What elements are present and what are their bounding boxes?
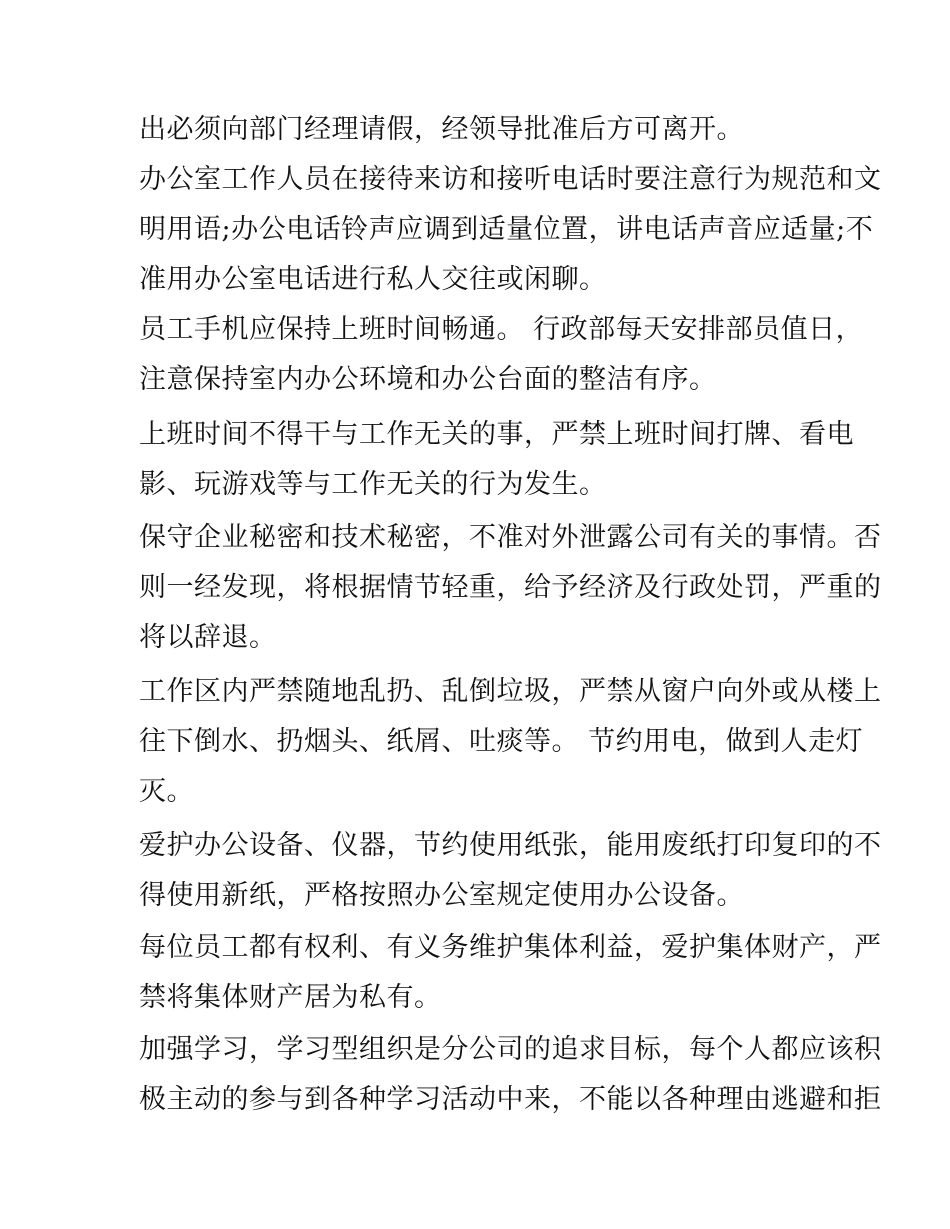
text-line: 爱护办公设备、仪器，节约使用纸张，能用废纸打印复印的不 [139,830,882,861]
text-line: 注意保持室内办公环境和办公台面的整洁有序。 [139,364,717,395]
text-line: 则一经发现，将根据情节轻重，给予经济及行政处罚，严重的 [139,572,882,603]
text-line: 员工手机应保持上班时间畅通。 行政部每天安排部员值日， [139,314,864,345]
text-line: 灭。 [139,776,194,807]
text-line: 工作区内严禁随地乱扔、乱倒垃圾，严禁从窗户向外或从楼上 [139,676,882,707]
text-line: 影、玩游戏等与工作无关的行为发生。 [139,469,607,500]
text-line: 加强学习，学习型组织是分公司的追求目标，每个人都应该积 [139,1034,882,1065]
text-line: 往下倒水、扔烟头、纸屑、吐痰等。 节约用电，做到人走灯 [139,726,864,757]
text-line: 出必须向部门经理请假，经领导批准后方可离开。 [139,114,744,145]
text-line: 上班时间不得干与工作无关的事，严禁上班时间打牌、看电 [139,419,854,450]
text-line: 极主动的参与到各种学习活动中来，不能以各种理由逃避和拒 [139,1084,882,1115]
text-line: 将以辞退。 [139,622,277,653]
text-line: 准用办公室电话进行私人交往或闲聊。 [139,264,607,295]
text-line: 办公室工作人员在接待来访和接听电话时要注意行为规范和文 [139,164,882,195]
text-line: 明用语;办公电话铃声应调到适量位置，讲电话声音应适量;不 [139,214,874,245]
text-line: 保守企业秘密和技术秘密，不准对外泄露公司有关的事情。否 [139,522,882,553]
text-line: 得使用新纸，严格按照办公室规定使用办公设备。 [139,880,744,911]
text-line: 每位员工都有权利、有义务维护集体利益，爱护集体财产，严 [139,932,882,963]
text-line: 禁将集体财产居为私有。 [139,982,442,1013]
